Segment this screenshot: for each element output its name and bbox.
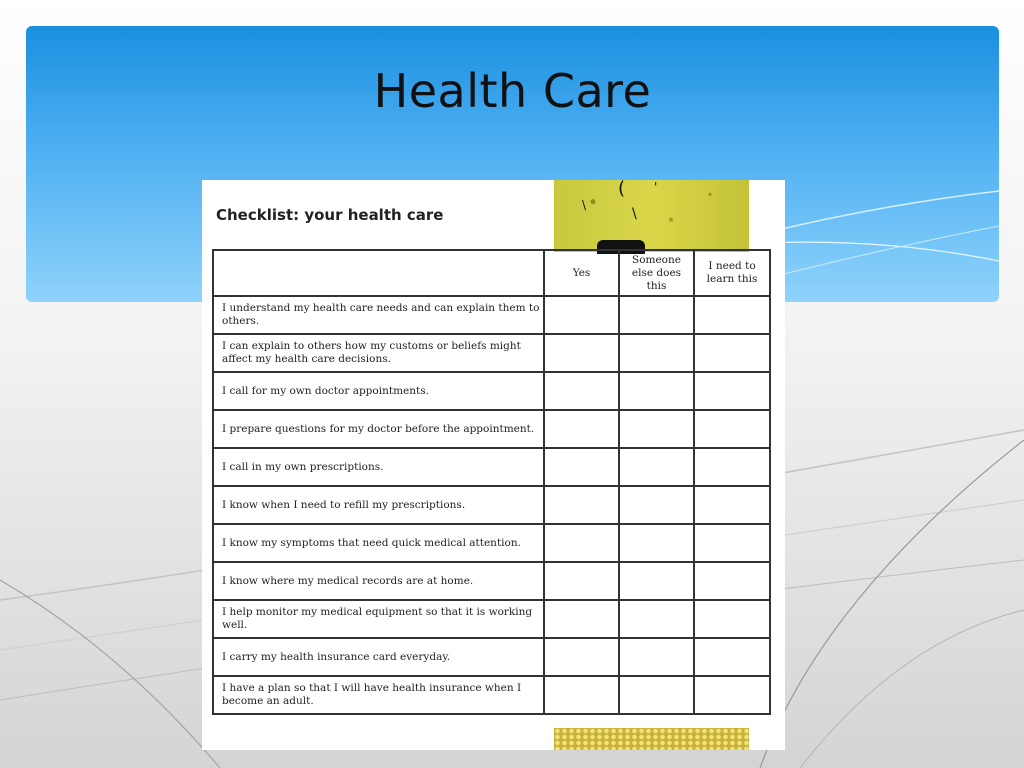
need-to-learn-checkbox[interactable] bbox=[694, 334, 770, 372]
checklist-item: I know my symptoms that need quick medical attention. bbox=[213, 524, 544, 562]
someone-else-checkbox[interactable] bbox=[619, 410, 694, 448]
checklist-item: I help monitor my medical equipment so that it is working well. bbox=[213, 600, 544, 638]
decorative-pattern bbox=[554, 728, 749, 750]
someone-else-checkbox[interactable] bbox=[619, 524, 694, 562]
checklist-item: I have a plan so that I will have health insurance when I become an adult. bbox=[213, 676, 544, 714]
yes-checkbox[interactable] bbox=[544, 600, 619, 638]
yes-checkbox[interactable] bbox=[544, 410, 619, 448]
checklist-item: I know when I need to refill my prescriptions. bbox=[213, 486, 544, 524]
someone-else-checkbox[interactable] bbox=[619, 600, 694, 638]
table-header-row bbox=[213, 250, 770, 296]
yes-checkbox[interactable] bbox=[544, 676, 619, 714]
table-row bbox=[213, 334, 770, 372]
yes-checkbox[interactable] bbox=[544, 334, 619, 372]
need-to-learn-checkbox[interactable] bbox=[694, 410, 770, 448]
yes-checkbox[interactable] bbox=[544, 524, 619, 562]
table-row bbox=[213, 524, 770, 562]
someone-else-checkbox[interactable] bbox=[619, 334, 694, 372]
someone-else-checkbox[interactable] bbox=[619, 448, 694, 486]
yes-checkbox[interactable] bbox=[544, 296, 619, 334]
table-row bbox=[213, 638, 770, 676]
need-to-learn-checkbox[interactable] bbox=[694, 296, 770, 334]
slide-title: Health Care bbox=[373, 64, 652, 118]
checklist-item: I prepare questions for my doctor before the appointment. bbox=[213, 410, 544, 448]
someone-else-checkbox[interactable] bbox=[619, 676, 694, 714]
column-header-task bbox=[213, 250, 544, 296]
yes-checkbox[interactable] bbox=[544, 486, 619, 524]
someone-else-checkbox[interactable] bbox=[619, 638, 694, 676]
table-row bbox=[213, 372, 770, 410]
need-to-learn-checkbox[interactable] bbox=[694, 562, 770, 600]
table-row bbox=[213, 486, 770, 524]
need-to-learn-checkbox[interactable] bbox=[694, 524, 770, 562]
checklist-heading: Checklist: your health care bbox=[216, 206, 444, 224]
yes-checkbox[interactable] bbox=[544, 638, 619, 676]
yes-checkbox[interactable] bbox=[544, 372, 619, 410]
someone-else-checkbox[interactable] bbox=[619, 486, 694, 524]
yes-checkbox[interactable] bbox=[544, 562, 619, 600]
column-header-yes: Yes bbox=[544, 250, 619, 296]
table-row bbox=[213, 600, 770, 638]
checklist-table bbox=[212, 249, 771, 715]
checklist-item: I understand my health care needs and can explain them to others. bbox=[213, 296, 544, 334]
column-header-someone-else: Someone else does this bbox=[619, 250, 694, 296]
someone-else-checkbox[interactable] bbox=[619, 372, 694, 410]
need-to-learn-checkbox[interactable] bbox=[694, 372, 770, 410]
checklist-item: I carry my health insurance card everyday. bbox=[213, 638, 544, 676]
checklist-item: I call for my own doctor appointments. bbox=[213, 372, 544, 410]
table-row bbox=[213, 410, 770, 448]
column-header-need-to-learn: I need to learn this bbox=[694, 250, 770, 296]
table-row bbox=[213, 296, 770, 334]
need-to-learn-checkbox[interactable] bbox=[694, 448, 770, 486]
someone-else-checkbox[interactable] bbox=[619, 562, 694, 600]
need-to-learn-checkbox[interactable] bbox=[694, 600, 770, 638]
table-row bbox=[213, 448, 770, 486]
need-to-learn-checkbox[interactable] bbox=[694, 638, 770, 676]
checklist-item: I know where my medical records are at home. bbox=[213, 562, 544, 600]
need-to-learn-checkbox[interactable] bbox=[694, 486, 770, 524]
table-row bbox=[213, 562, 770, 600]
table-row bbox=[213, 676, 770, 714]
checklist-item: I can explain to others how my customs or beliefs might affect my health care decisions. bbox=[213, 334, 544, 372]
checklist-item: I call in my own prescriptions. bbox=[213, 448, 544, 486]
decorative-texture: ( \ \ ' bbox=[554, 180, 749, 252]
need-to-learn-checkbox[interactable] bbox=[694, 676, 770, 714]
someone-else-checkbox[interactable] bbox=[619, 296, 694, 334]
checklist-image bbox=[202, 180, 785, 750]
yes-checkbox[interactable] bbox=[544, 448, 619, 486]
